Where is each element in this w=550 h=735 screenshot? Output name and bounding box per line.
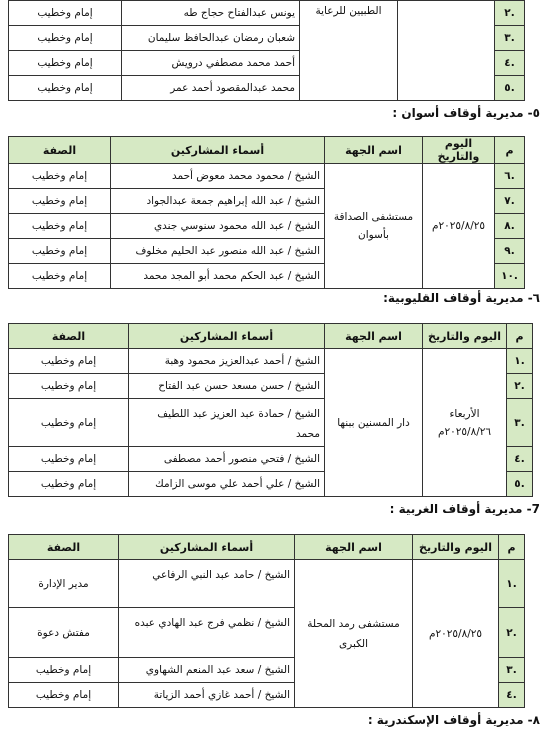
row-number: .١ — [507, 349, 533, 374]
participant-role: إمام وخطيب — [9, 683, 119, 708]
table-continuation — [8, 0, 525, 101]
date-day: الأربعاء — [449, 407, 480, 420]
header-names: أسماء المشاركين — [129, 324, 325, 349]
row-number: .٤ — [507, 447, 533, 472]
table-row — [9, 349, 533, 374]
participant-role: إمام وخطيب — [9, 399, 129, 447]
participant-role: إمام وخطيب — [9, 164, 111, 189]
participant-role: إمام وخطيب — [9, 658, 119, 683]
table-gharbia — [8, 534, 525, 708]
participant-name: الشيخ / أحمد غازي أحمد الزياتة — [119, 683, 295, 708]
participant-role: إمام وخطيب — [9, 264, 111, 289]
participant-role: إمام وخطيب — [9, 51, 122, 76]
row-number: .٢ — [507, 374, 533, 399]
header-role: الصفة — [9, 535, 119, 560]
participant-name: الشيخ / أحمد عبدالعزيز محمود وهبة — [129, 349, 325, 374]
row-number: .١٠ — [495, 264, 525, 289]
date-value: ٢٠٢٥/٨/٢٦م — [437, 425, 492, 438]
participant-role: إمام وخطيب — [9, 349, 129, 374]
participant-name: أحمد محمد مصطفي درويش — [122, 51, 300, 76]
section-heading-aswan: ٥- مديرية أوقاف أسوان : — [392, 106, 540, 120]
row-number: .٤ — [499, 683, 525, 708]
row-number: .٧ — [495, 189, 525, 214]
date-cell — [423, 349, 507, 497]
section-heading-gharbia: 7- مديرية أوقاف الغربية : — [389, 502, 540, 516]
row-number: .٥ — [507, 472, 533, 497]
table-row — [9, 1, 525, 26]
participant-name: الشيخ / عبد الله إبراهيم جمعة عبدالجواد — [111, 189, 325, 214]
row-number: .٢ — [499, 608, 525, 658]
table-row — [9, 164, 525, 189]
header-entity: اسم الجهة — [325, 137, 423, 164]
entity-cell: مستشفى الصداقة بأسوان — [325, 164, 423, 289]
table-row — [9, 560, 525, 608]
header-names: أسماء المشاركين — [111, 137, 325, 164]
row-number: .٢ — [495, 1, 525, 26]
header-date: اليوم والتاريخ — [413, 535, 499, 560]
entity-cell: مستشفى رمد المحلة الكبرى — [295, 560, 413, 708]
row-number: .٣ — [499, 658, 525, 683]
participant-name: يونس عبدالفتاح حجاج طه — [122, 1, 300, 26]
participant-name: الشيخ / حسن مسعد حسن عبد الفتاح — [129, 374, 325, 399]
row-number: .٩ — [495, 239, 525, 264]
header-num: م — [499, 535, 525, 560]
row-number: .٦ — [495, 164, 525, 189]
participant-name: محمد عبدالمقصود أحمد عمر — [122, 76, 300, 101]
section-heading-qalyubia: ٦- مديرية أوقاف القليوبية: — [383, 291, 540, 305]
header-num: م — [507, 324, 533, 349]
participant-role: إمام وخطيب — [9, 239, 111, 264]
entity-cell: الطبيين للرعاية — [300, 1, 398, 101]
header-entity: اسم الجهة — [325, 324, 423, 349]
participant-name: الشيخ / فتحي منصور أحمد مصطفى — [129, 447, 325, 472]
participant-name: الشيخ / عبد الحكم محمد أبو المجد محمد — [111, 264, 325, 289]
date-cell — [398, 1, 495, 101]
participant-role: إمام وخطيب — [9, 447, 129, 472]
header-role: الصفة — [9, 324, 129, 349]
row-number: .٨ — [495, 214, 525, 239]
participant-name: الشيخ / حامد عبد النبي الرفاعي — [119, 560, 295, 608]
table-header-row — [9, 324, 533, 349]
row-number: .٥ — [495, 76, 525, 101]
row-number: .٣ — [495, 26, 525, 51]
date-cell: ٢٠٢٥/٨/٢٥م — [413, 560, 499, 708]
participant-name: الشيخ / محمود محمد معوض أحمد — [111, 164, 325, 189]
date-cell: ٢٠٢٥/٨/٢٥م — [423, 164, 495, 289]
header-names: أسماء المشاركين — [119, 535, 295, 560]
row-number: .٣ — [507, 399, 533, 447]
table-header-row — [9, 137, 525, 164]
entity-cell: دار المسنين ببنها — [325, 349, 423, 497]
participant-role: إمام وخطيب — [9, 214, 111, 239]
participant-name: الشيخ / علي أحمد علي موسى الزامك — [129, 472, 325, 497]
participant-role: إمام وخطيب — [9, 472, 129, 497]
participant-name: الشيخ / سعد عبد المنعم الشهاوي — [119, 658, 295, 683]
header-date: اليوم والتاريخ — [423, 324, 507, 349]
header-num: م — [495, 137, 525, 164]
participant-name: شعبان رمضان عبدالحافظ سليمان — [122, 26, 300, 51]
table-aswan — [8, 136, 525, 289]
participant-name: الشيخ / عبد الله محمود سنوسي جندي — [111, 214, 325, 239]
participant-role: إمام وخطيب — [9, 76, 122, 101]
participant-name: الشيخ / نظمي فرج عبد الهادي عبده — [119, 608, 295, 658]
section-heading-alexandria: ٨- مديرية أوقاف الإسكندرية : — [367, 713, 540, 727]
participant-role: إمام وخطيب — [9, 1, 122, 26]
participant-name: الشيخ / حمادة عبد العزيز عبد اللطيف محمد — [129, 399, 325, 447]
participant-role: مدير الإدارة — [9, 560, 119, 608]
participant-role: إمام وخطيب — [9, 374, 129, 399]
row-number: .٤ — [495, 51, 525, 76]
participant-role: إمام وخطيب — [9, 26, 122, 51]
participant-role: إمام وخطيب — [9, 189, 111, 214]
participant-role: مفتش دعوة — [9, 608, 119, 658]
table-qalyubia — [8, 323, 533, 497]
header-date: اليوم والتاريخ — [423, 137, 495, 164]
header-entity: اسم الجهة — [295, 535, 413, 560]
participant-name: الشيخ / عبد الله منصور عبد الحليم مخلوف — [111, 239, 325, 264]
table-header-row — [9, 535, 525, 560]
row-number: .١ — [499, 560, 525, 608]
header-role: الصفة — [9, 137, 111, 164]
